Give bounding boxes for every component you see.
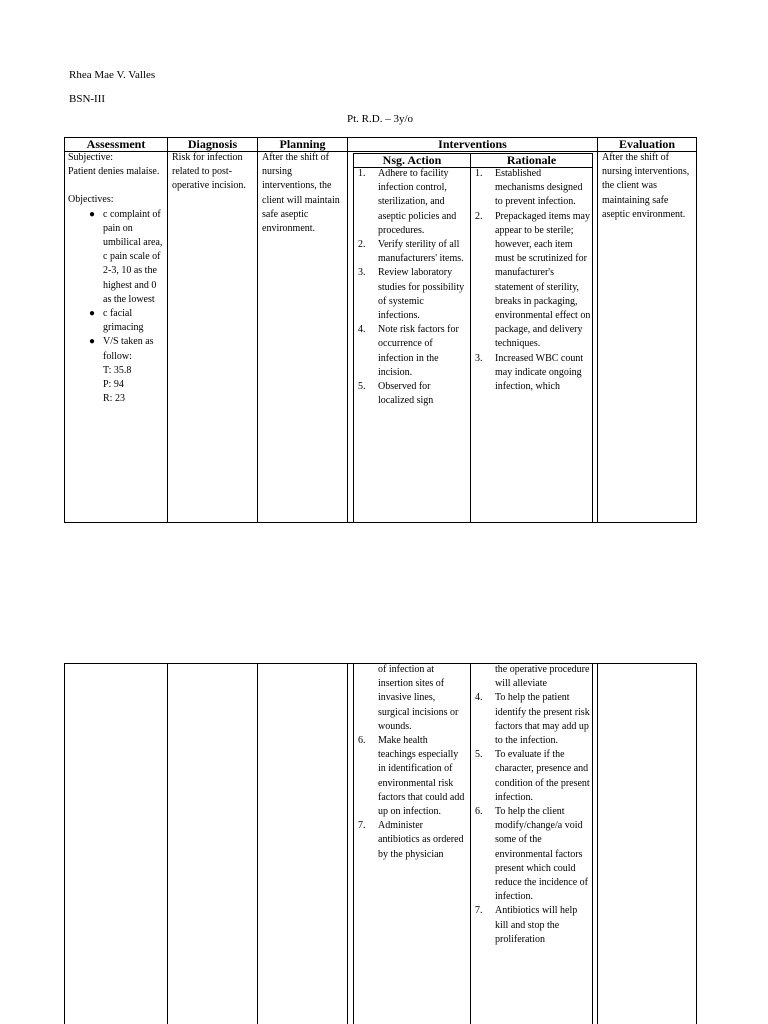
list-item xyxy=(471,167,591,210)
column-divider xyxy=(347,663,348,1024)
item-number: 6. xyxy=(475,806,483,818)
list-item xyxy=(354,734,466,819)
column-divider xyxy=(597,137,598,523)
item-number: 7. xyxy=(475,905,483,917)
subtable-border-right xyxy=(592,663,593,1024)
vital-signs xyxy=(103,364,165,407)
subcolumn-header-rationale: Rationale xyxy=(506,153,557,167)
list-item-text: Adhere to facility infection control, sterilization, and aseptic policies and procedures. xyxy=(378,168,457,236)
list-item xyxy=(354,663,466,734)
student-name: Rhea Mae V. Valles xyxy=(69,69,156,81)
list-item-text: Verify sterility of all manufacturers' items. xyxy=(378,239,464,265)
table-border-left xyxy=(64,663,65,1024)
diagnosis-cell: Risk for infection related to post-operative incision. xyxy=(172,152,246,192)
subjective-label: Subjective: xyxy=(68,152,113,163)
item-number: 3. xyxy=(475,352,483,364)
item-number: 7. xyxy=(358,820,366,832)
column-header-assessment: Assessment xyxy=(86,137,146,151)
column-divider xyxy=(347,137,348,523)
item-number: 1. xyxy=(358,168,366,179)
column-divider xyxy=(167,137,168,523)
list-item-text: Prepackaged items may appear to be sterile; however, each item must be scrutinized for manufacturer's statement of sterility, breaks in packaging, environmental effect on package, and delivery techniques. xyxy=(495,210,591,350)
list-item-text: Administer antibiotics as ordered by the physician xyxy=(378,820,464,860)
list-item-text: To help the client modify/change/a void some of the environmental factors present which could reduce the incidence of infection. xyxy=(495,806,589,903)
list-item xyxy=(354,167,466,238)
nsg-action-cell-continued xyxy=(354,663,466,862)
bullet-icon: ● xyxy=(89,208,96,220)
list-item-text: To help the patient identify the present risk factors that may add up to the infection. xyxy=(495,692,590,747)
list-item xyxy=(471,805,591,904)
item-number: 5. xyxy=(475,749,483,761)
list-item xyxy=(68,335,165,406)
list-item-text: Antibiotics will help kill and stop the proliferation xyxy=(495,905,578,945)
list-item-text: Established mechanisms designed to prevent infection. xyxy=(495,168,583,208)
table-border-bottom xyxy=(64,522,697,523)
vital-pulse: P: 94 xyxy=(103,379,124,391)
list-item xyxy=(471,663,591,691)
objectives-list xyxy=(68,208,165,407)
vital-respiration: R: 23 xyxy=(103,393,125,405)
item-number: 3. xyxy=(358,267,366,279)
list-item xyxy=(354,323,466,380)
subjective-text: Patient denies malaise. xyxy=(68,166,160,178)
column-header-evaluation: Evaluation xyxy=(618,137,675,151)
list-item xyxy=(471,352,591,395)
list-item xyxy=(471,904,591,947)
list-item xyxy=(354,238,466,266)
vital-temperature: T: 35.8 xyxy=(103,364,132,376)
item-number: 4. xyxy=(358,324,366,336)
column-header-diagnosis: Diagnosis xyxy=(187,137,238,151)
column-divider xyxy=(167,663,168,1024)
list-item xyxy=(68,307,165,335)
bullet-icon: ● xyxy=(89,336,96,348)
list-item-text: To evaluate if the character, presence and condition of the present infection. xyxy=(495,749,590,803)
item-number: 1. xyxy=(475,168,483,179)
item-number: 4. xyxy=(475,692,483,704)
column-divider xyxy=(597,663,598,1024)
column-header-planning: Planning xyxy=(279,137,326,151)
table-border-right xyxy=(696,663,697,1024)
year-level: BSN-III xyxy=(69,93,106,105)
list-item xyxy=(354,819,466,862)
list-item-text: Note risk factors for occurrence of infection in the incision. xyxy=(378,324,459,378)
list-item-text: Make health teachings especially in identification of environmental risk factors that could add up on infection. xyxy=(378,735,465,818)
list-item-text: c complaint of pain on umbilical area, c pain scale of 2-3, 10 as the highest and 0 as the lowest xyxy=(103,208,163,305)
list-item-text: Increased WBC count may indicate ongoing infection, which xyxy=(495,352,584,393)
planning-cell: After the shift of nursing interventions, the client will maintain safe aseptic environment. xyxy=(262,152,340,235)
subcolumn-header-nsg-action: Nsg. Action xyxy=(382,153,442,167)
list-item-text: Review laboratory studies for possibility of systemic infections. xyxy=(378,267,465,322)
item-number: 5. xyxy=(358,381,366,393)
item-number: 6. xyxy=(358,735,366,747)
list-item-text: c facial grimacing xyxy=(103,308,144,334)
nsg-action-cell xyxy=(354,167,466,522)
list-item xyxy=(471,210,591,352)
list-item xyxy=(354,266,466,323)
list-item-text: V/S taken as follow: xyxy=(103,336,154,362)
item-number: 2. xyxy=(475,210,483,222)
list-item-text: the operative procedure will alleviate xyxy=(495,664,590,690)
list-item-text: of infection at insertion sites of invasive lines, surgical incisions or wounds. xyxy=(378,664,459,732)
column-header-interventions: Interventions xyxy=(438,137,507,151)
subtable-border-right xyxy=(592,153,593,523)
table-border-left xyxy=(64,137,65,523)
assessment-cell xyxy=(68,151,165,406)
list-item xyxy=(354,380,466,408)
evaluation-cell: After the shift of nursing interventions, the client was maintaining safe aseptic environment. xyxy=(602,152,690,220)
objectives-label: Objectives: xyxy=(68,194,114,206)
list-item-text: Observed for localized sign xyxy=(378,381,434,407)
column-divider xyxy=(257,137,258,523)
rationale-cell-continued xyxy=(471,663,591,1024)
list-item xyxy=(471,691,591,748)
bullet-icon: ● xyxy=(89,308,96,320)
list-item xyxy=(68,208,165,307)
rationale-cell xyxy=(471,167,591,522)
item-number: 2. xyxy=(358,239,366,251)
patient-label: Pt. R.D. – 3y/o xyxy=(347,113,414,125)
list-item xyxy=(471,748,591,805)
table-border-right xyxy=(696,137,697,523)
column-divider xyxy=(257,663,258,1024)
